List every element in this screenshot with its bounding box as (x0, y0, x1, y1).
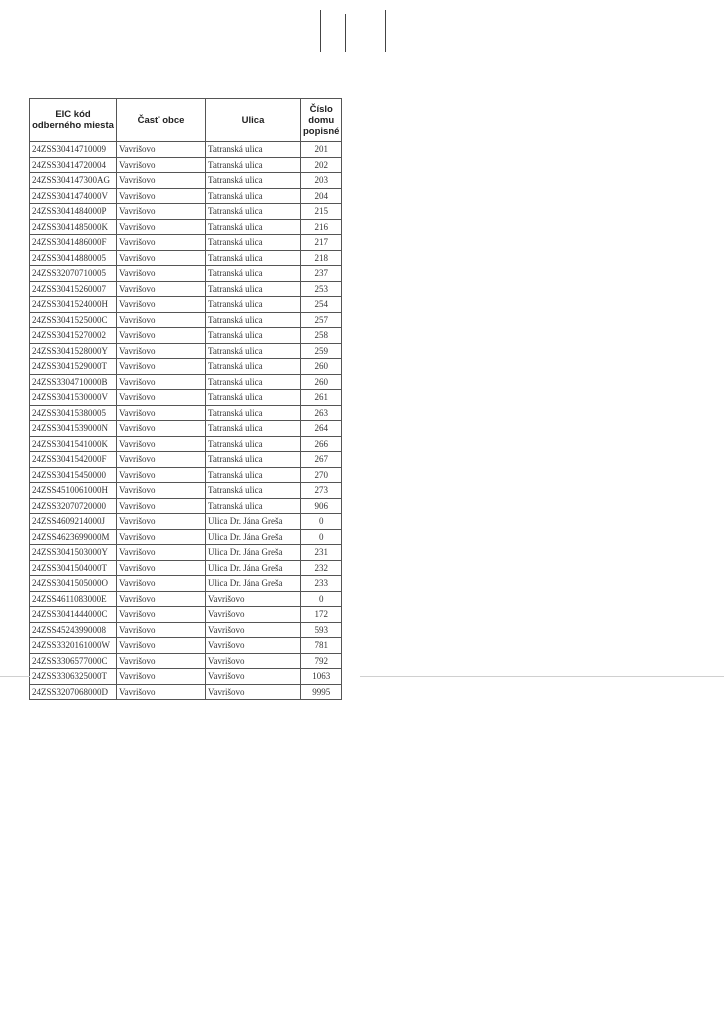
cell-eic: 24ZSS3041474000V (30, 188, 117, 204)
cell-cislo: 257 (301, 312, 342, 328)
cell-eic: 24ZSS3041528000Y (30, 343, 117, 359)
cell-cislo: 270 (301, 467, 342, 483)
cell-cast-obce: Vavrišovo (117, 483, 206, 499)
table-row (30, 452, 342, 468)
eic-table (29, 98, 342, 700)
table-row (30, 266, 342, 282)
cell-cislo: 233 (301, 576, 342, 592)
cell-eic: 24ZSS30414710009 (30, 142, 117, 158)
cell-eic: 24ZSS30414880005 (30, 250, 117, 266)
cell-cast-obce: Vavrišovo (117, 374, 206, 390)
cell-ulica: Vavrišovo (206, 653, 301, 669)
cell-cast-obce: Vavrišovo (117, 498, 206, 514)
table-row (30, 374, 342, 390)
cell-eic: 24ZSS3041530000V (30, 390, 117, 406)
cell-cast-obce: Vavrišovo (117, 281, 206, 297)
cell-eic: 24ZSS3041524000H (30, 297, 117, 313)
cell-ulica: Tatranská ulica (206, 297, 301, 313)
cell-eic: 24ZSS3306325000T (30, 669, 117, 685)
cell-cast-obce: Vavrišovo (117, 467, 206, 483)
binder-mark (320, 10, 321, 52)
cell-eic: 24ZSS3041503000Y (30, 545, 117, 561)
header-ulica: Ulica (206, 99, 301, 142)
cell-cast-obce: Vavrišovo (117, 328, 206, 344)
cell-ulica: Tatranská ulica (206, 359, 301, 375)
table-row (30, 359, 342, 375)
cell-ulica: Tatranská ulica (206, 312, 301, 328)
cell-eic: 24ZSS3041529000T (30, 359, 117, 375)
cell-ulica: Vavrišovo (206, 669, 301, 685)
table-row (30, 188, 342, 204)
cell-cislo: 260 (301, 359, 342, 375)
cell-cast-obce: Vavrišovo (117, 142, 206, 158)
cell-ulica: Tatranská ulica (206, 498, 301, 514)
cell-cast-obce: Vavrišovo (117, 653, 206, 669)
binder-mark (385, 10, 386, 52)
header-cast-obce: Časť obce (117, 99, 206, 142)
cell-eic: 24ZSS3304710000B (30, 374, 117, 390)
scan-artifact (0, 676, 30, 677)
cell-cast-obce: Vavrišovo (117, 436, 206, 452)
cell-cislo: 215 (301, 204, 342, 220)
cell-cast-obce: Vavrišovo (117, 576, 206, 592)
cell-cast-obce: Vavrišovo (117, 560, 206, 576)
cell-cislo: 267 (301, 452, 342, 468)
table-row (30, 173, 342, 189)
cell-cast-obce: Vavrišovo (117, 173, 206, 189)
cell-ulica: Tatranská ulica (206, 343, 301, 359)
cell-cislo: 216 (301, 219, 342, 235)
cell-cast-obce: Vavrišovo (117, 545, 206, 561)
cell-cast-obce: Vavrišovo (117, 607, 206, 623)
table-row (30, 560, 342, 576)
cell-cast-obce: Vavrišovo (117, 622, 206, 638)
cell-cast-obce: Vavrišovo (117, 266, 206, 282)
cell-ulica: Tatranská ulica (206, 188, 301, 204)
cell-eic: 24ZSS30415270002 (30, 328, 117, 344)
cell-cislo: 231 (301, 545, 342, 561)
table-row (30, 545, 342, 561)
cell-cislo: 203 (301, 173, 342, 189)
cell-eic: 24ZSS3041504000T (30, 560, 117, 576)
cell-cast-obce: Vavrišovo (117, 529, 206, 545)
cell-cast-obce: Vavrišovo (117, 297, 206, 313)
cell-cislo: 0 (301, 514, 342, 530)
cell-ulica: Tatranská ulica (206, 142, 301, 158)
cell-ulica: Ulica Dr. Jána Greša (206, 545, 301, 561)
cell-eic: 24ZSS4623699000M (30, 529, 117, 545)
table-row (30, 343, 342, 359)
cell-eic: 24ZSS3320161000W (30, 638, 117, 654)
cell-cislo: 781 (301, 638, 342, 654)
cell-cislo: 218 (301, 250, 342, 266)
cell-ulica: Vavrišovo (206, 638, 301, 654)
cell-eic: 24ZSS3041444000C (30, 607, 117, 623)
cell-ulica: Ulica Dr. Jána Greša (206, 576, 301, 592)
table-body (30, 142, 342, 700)
header-eic: EIC kód odberného miesta (30, 99, 117, 142)
cell-eic: 24ZSS3041505000O (30, 576, 117, 592)
cell-ulica: Tatranská ulica (206, 157, 301, 173)
cell-ulica: Vavrišovo (206, 607, 301, 623)
cell-cislo: 217 (301, 235, 342, 251)
cell-cislo: 263 (301, 405, 342, 421)
table-row (30, 297, 342, 313)
cell-cislo: 237 (301, 266, 342, 282)
cell-cislo: 264 (301, 421, 342, 437)
cell-ulica: Tatranská ulica (206, 390, 301, 406)
cell-ulica: Ulica Dr. Jána Greša (206, 529, 301, 545)
cell-cast-obce: Vavrišovo (117, 669, 206, 685)
cell-cislo: 260 (301, 374, 342, 390)
cell-cislo: 906 (301, 498, 342, 514)
table-row (30, 576, 342, 592)
table-row (30, 142, 342, 158)
table-row (30, 250, 342, 266)
cell-ulica: Vavrišovo (206, 622, 301, 638)
cell-ulica: Tatranská ulica (206, 250, 301, 266)
cell-ulica: Ulica Dr. Jána Greša (206, 514, 301, 530)
cell-cislo: 266 (301, 436, 342, 452)
cell-eic: 24ZSS32070710005 (30, 266, 117, 282)
cell-cislo: 9995 (301, 684, 342, 700)
cell-cislo: 261 (301, 390, 342, 406)
cell-cislo: 201 (301, 142, 342, 158)
cell-cast-obce: Vavrišovo (117, 204, 206, 220)
header-row (30, 99, 342, 142)
cell-cislo: 202 (301, 157, 342, 173)
table-row (30, 204, 342, 220)
cell-eic: 24ZSS3041484000P (30, 204, 117, 220)
cell-eic: 24ZSS3041541000K (30, 436, 117, 452)
cell-cast-obce: Vavrišovo (117, 250, 206, 266)
cell-ulica: Tatranská ulica (206, 173, 301, 189)
cell-ulica: Tatranská ulica (206, 328, 301, 344)
table-row (30, 312, 342, 328)
table-row (30, 467, 342, 483)
table-row (30, 514, 342, 530)
cell-eic: 24ZSS4611083000E (30, 591, 117, 607)
header-cislo: Číslo domu popisné (301, 99, 342, 142)
table-row (30, 653, 342, 669)
cell-cast-obce: Vavrišovo (117, 638, 206, 654)
table-row (30, 157, 342, 173)
table-row (30, 669, 342, 685)
cell-ulica: Vavrišovo (206, 591, 301, 607)
cell-ulica: Tatranská ulica (206, 421, 301, 437)
table-row (30, 219, 342, 235)
cell-eic: 24ZSS3306577000C (30, 653, 117, 669)
table-row (30, 235, 342, 251)
cell-cast-obce: Vavrišovo (117, 188, 206, 204)
cell-cislo: 273 (301, 483, 342, 499)
cell-ulica: Tatranská ulica (206, 219, 301, 235)
cell-eic: 24ZSS4609214000J (30, 514, 117, 530)
table-row (30, 622, 342, 638)
cell-cislo: 0 (301, 591, 342, 607)
cell-cislo: 1063 (301, 669, 342, 685)
cell-cast-obce: Vavrišovo (117, 343, 206, 359)
cell-cast-obce: Vavrišovo (117, 312, 206, 328)
cell-cislo: 593 (301, 622, 342, 638)
cell-ulica: Tatranská ulica (206, 281, 301, 297)
table-row (30, 421, 342, 437)
table-row (30, 483, 342, 499)
cell-ulica: Tatranská ulica (206, 235, 301, 251)
cell-eic: 24ZSS3041525000C (30, 312, 117, 328)
cell-eic: 24ZSS3041539000N (30, 421, 117, 437)
cell-cislo: 254 (301, 297, 342, 313)
cell-cast-obce: Vavrišovo (117, 157, 206, 173)
table-row (30, 591, 342, 607)
cell-cast-obce: Vavrišovo (117, 219, 206, 235)
cell-ulica: Tatranská ulica (206, 452, 301, 468)
cell-eic: 24ZSS32070720000 (30, 498, 117, 514)
cell-cast-obce: Vavrišovo (117, 421, 206, 437)
cell-cislo: 232 (301, 560, 342, 576)
cell-ulica: Tatranská ulica (206, 467, 301, 483)
cell-eic: 24ZSS30415380005 (30, 405, 117, 421)
table-row (30, 498, 342, 514)
table-row (30, 328, 342, 344)
cell-ulica: Tatranská ulica (206, 266, 301, 282)
cell-cast-obce: Vavrišovo (117, 514, 206, 530)
cell-cast-obce: Vavrišovo (117, 359, 206, 375)
table-row (30, 638, 342, 654)
cell-cast-obce: Vavrišovo (117, 591, 206, 607)
cell-eic: 24ZSS3207068000D (30, 684, 117, 700)
cell-eic: 24ZSS30415260007 (30, 281, 117, 297)
cell-eic: 24ZSS30415450000 (30, 467, 117, 483)
cell-eic: 24ZSS45243990008 (30, 622, 117, 638)
cell-cast-obce: Vavrišovo (117, 684, 206, 700)
cell-ulica: Vavrišovo (206, 684, 301, 700)
table-row (30, 529, 342, 545)
cell-ulica: Tatranská ulica (206, 204, 301, 220)
cell-cislo: 259 (301, 343, 342, 359)
cell-cast-obce: Vavrišovo (117, 235, 206, 251)
cell-ulica: Tatranská ulica (206, 374, 301, 390)
table-row (30, 607, 342, 623)
cell-cast-obce: Vavrišovo (117, 405, 206, 421)
cell-ulica: Ulica Dr. Jána Greša (206, 560, 301, 576)
binder-mark (345, 14, 346, 52)
cell-eic: 24ZSS304147300AG (30, 173, 117, 189)
cell-cast-obce: Vavrišovo (117, 390, 206, 406)
cell-cislo: 792 (301, 653, 342, 669)
table-row (30, 436, 342, 452)
table-row (30, 390, 342, 406)
cell-cislo: 172 (301, 607, 342, 623)
cell-cislo: 253 (301, 281, 342, 297)
cell-cislo: 258 (301, 328, 342, 344)
cell-eic: 24ZSS4510061000H (30, 483, 117, 499)
scan-artifact (360, 676, 724, 677)
table-row (30, 684, 342, 700)
cell-ulica: Tatranská ulica (206, 483, 301, 499)
cell-ulica: Tatranská ulica (206, 405, 301, 421)
table-row (30, 281, 342, 297)
cell-eic: 24ZSS30414720004 (30, 157, 117, 173)
cell-ulica: Tatranská ulica (206, 436, 301, 452)
cell-cast-obce: Vavrišovo (117, 452, 206, 468)
cell-cislo: 0 (301, 529, 342, 545)
table-row (30, 405, 342, 421)
cell-eic: 24ZSS3041542000F (30, 452, 117, 468)
cell-cislo: 204 (301, 188, 342, 204)
cell-eic: 24ZSS3041486000F (30, 235, 117, 251)
cell-eic: 24ZSS3041485000K (30, 219, 117, 235)
